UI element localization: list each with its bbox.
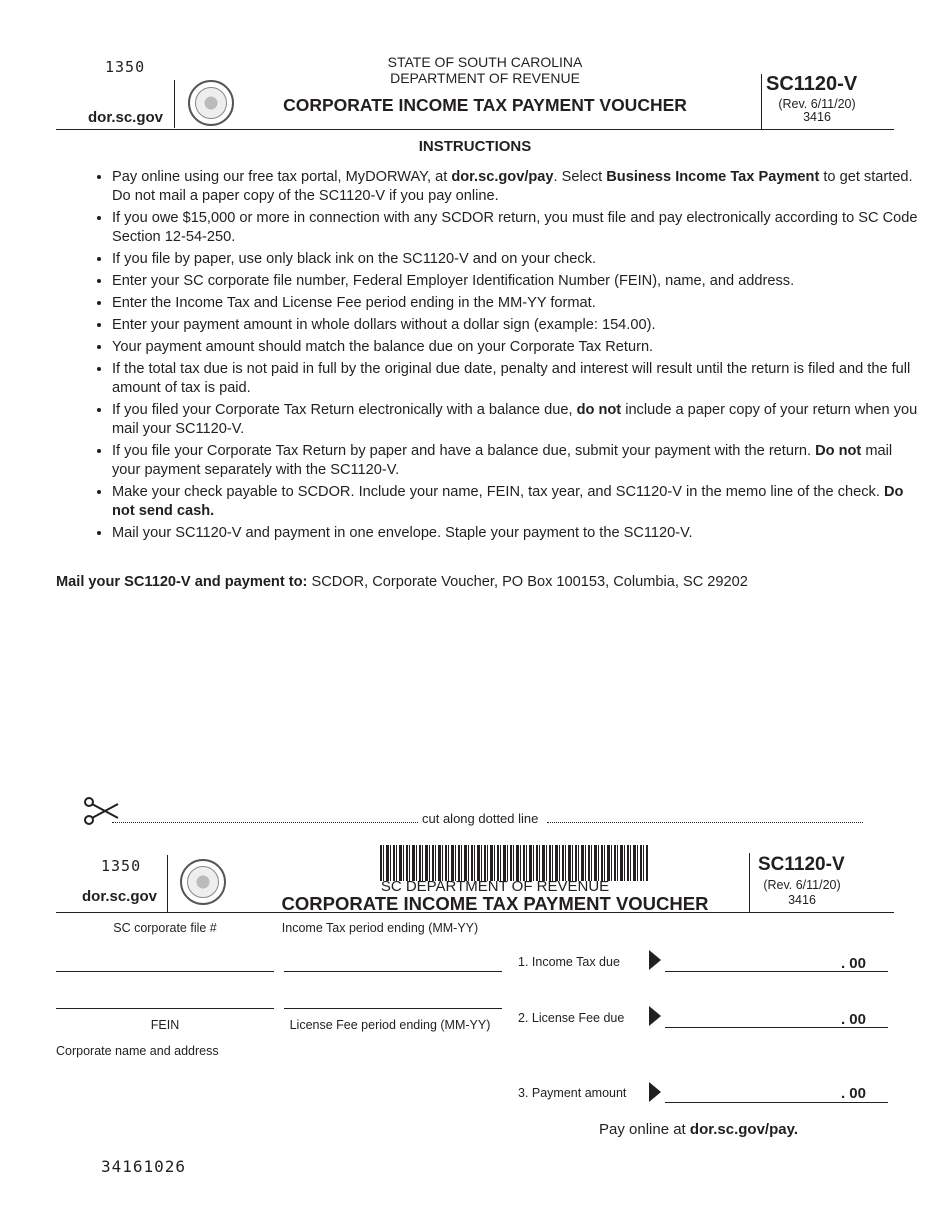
state-line: STATE OF SOUTH CAROLINA xyxy=(387,54,583,70)
website-top: dor.sc.gov xyxy=(88,109,164,126)
instruction-item: • Make your check payable to SCDOR. Include your name, FEIN, tax year, and SC1120-V in the memo line of the check. Do not send cash. xyxy=(112,483,922,521)
income-tax-label: 1. Income Tax due xyxy=(518,955,620,969)
file-number-label: SC corporate file # xyxy=(113,921,217,935)
payment-amount-input[interactable] xyxy=(665,1102,888,1103)
cut-line-text: cut along dotted line xyxy=(422,811,539,826)
fein-label: FEIN xyxy=(150,1018,180,1032)
instruction-item: • If you file by paper, use only black ink on the SC1120-V and on your check. xyxy=(112,250,922,269)
cut-dots-left xyxy=(112,822,418,823)
arrow-right-icon xyxy=(649,950,661,970)
income-period-label: Income Tax period ending (MM-YY) xyxy=(281,921,479,935)
instruction-item: • Enter your payment amount in whole dollars without a dollar sign (example: 154.00). xyxy=(112,316,922,335)
payment-amount-label: 3. Payment amount xyxy=(518,1086,627,1100)
voucher-code: 3416 xyxy=(788,893,816,907)
arrow-right-icon xyxy=(649,1006,661,1026)
form-code-voucher: 1350 xyxy=(101,857,142,875)
instruction-item: • Enter your SC corporate file number, Federal Employer Identification Number (FEIN), name, and address. xyxy=(112,272,922,291)
form-id-top: SC1120-V xyxy=(766,73,858,95)
header-rule xyxy=(56,129,894,130)
instruction-item: • If you filed your Corporate Tax Return electronically with a balance due, do not include a paper copy of your return when you mail your SC1120-V. xyxy=(112,401,922,439)
pay-online-link[interactable]: dor.sc.gov/pay. xyxy=(689,1121,798,1138)
instructions-list xyxy=(90,168,922,546)
license-period-label: License Fee period ending (MM-YY) xyxy=(289,1018,491,1032)
voucher-title-top: CORPORATE INCOME TAX PAYMENT VOUCHER xyxy=(283,95,687,115)
instruction-item: • If you file your Corporate Tax Return by paper and have a balance due, submit your payment with the return. Do not mail your payment separately with the SC1120-V. xyxy=(112,442,922,480)
voucher-header-rule xyxy=(56,912,894,913)
instructions-heading: INSTRUCTIONS xyxy=(418,138,532,155)
scan-code: 34161026 xyxy=(101,1157,187,1176)
instruction-item: • Mail your SC1120-V and payment in one envelope. Staple your payment to the SC1120-V. xyxy=(112,524,922,543)
voucher-dept-line: SC DEPARTMENT OF REVENUE xyxy=(380,878,610,895)
file-number-input[interactable] xyxy=(56,971,274,972)
instruction-item: • Enter the Income Tax and License Fee period ending in the MM-YY format. xyxy=(112,294,922,313)
instruction-item: • If the total tax due is not paid in full by the original due date, penalty and interest will result until the return is filed and the full amount of tax is paid. xyxy=(112,360,922,398)
website-voucher: dor.sc.gov xyxy=(82,888,158,905)
payment-amount-cents: . 00 xyxy=(840,1085,866,1102)
pay-online-note: Pay online at dor.sc.gov/pay. xyxy=(599,1121,798,1138)
income-tax-cents: . 00 xyxy=(840,955,866,972)
revision-top: (Rev. 6/11/20) xyxy=(778,97,856,111)
instruction-item: • Pay online using our free tax portal, MyDORWAY, at dor.sc.gov/pay. Select Business Income Tax Payment to get started. Do not mail a paper copy of the SC1120-V if you pay online. xyxy=(112,168,922,206)
dept-line: DEPARTMENT OF REVENUE xyxy=(390,70,580,86)
voucher-title: CORPORATE INCOME TAX PAYMENT VOUCHER xyxy=(281,893,709,914)
mailing-address: Mail your SC1120-V and payment to: SCDOR, Corporate Voucher, PO Box 100153, Columbia, SC 29202 xyxy=(56,574,748,590)
fein-input[interactable] xyxy=(56,1008,274,1009)
name-address-label: Corporate name and address xyxy=(56,1044,219,1058)
arrow-right-icon xyxy=(649,1082,661,1102)
code-top: 3416 xyxy=(803,110,831,124)
income-period-input[interactable] xyxy=(284,971,502,972)
cut-dots-right xyxy=(547,822,863,823)
barcode xyxy=(380,845,648,881)
state-seal-icon xyxy=(188,80,234,126)
voucher-form-id: SC1120-V xyxy=(758,854,845,875)
license-period-input[interactable] xyxy=(284,1008,502,1009)
instruction-item: • Your payment amount should match the balance due on your Corporate Tax Return. xyxy=(112,338,922,357)
header-divider xyxy=(174,80,175,128)
voucher-header-divider xyxy=(167,855,168,912)
voucher-revision: (Rev. 6/11/20) xyxy=(763,878,841,892)
form-code-top: 1350 xyxy=(105,58,146,76)
state-seal-icon-voucher xyxy=(180,859,226,905)
instruction-item: • If you owe $15,000 or more in connection with any SCDOR return, you must file and pay electronically according to SC Code Section 12-54-250. xyxy=(112,209,922,247)
license-fee-label: 2. License Fee due xyxy=(518,1011,625,1025)
license-fee-cents: . 00 xyxy=(840,1011,866,1028)
